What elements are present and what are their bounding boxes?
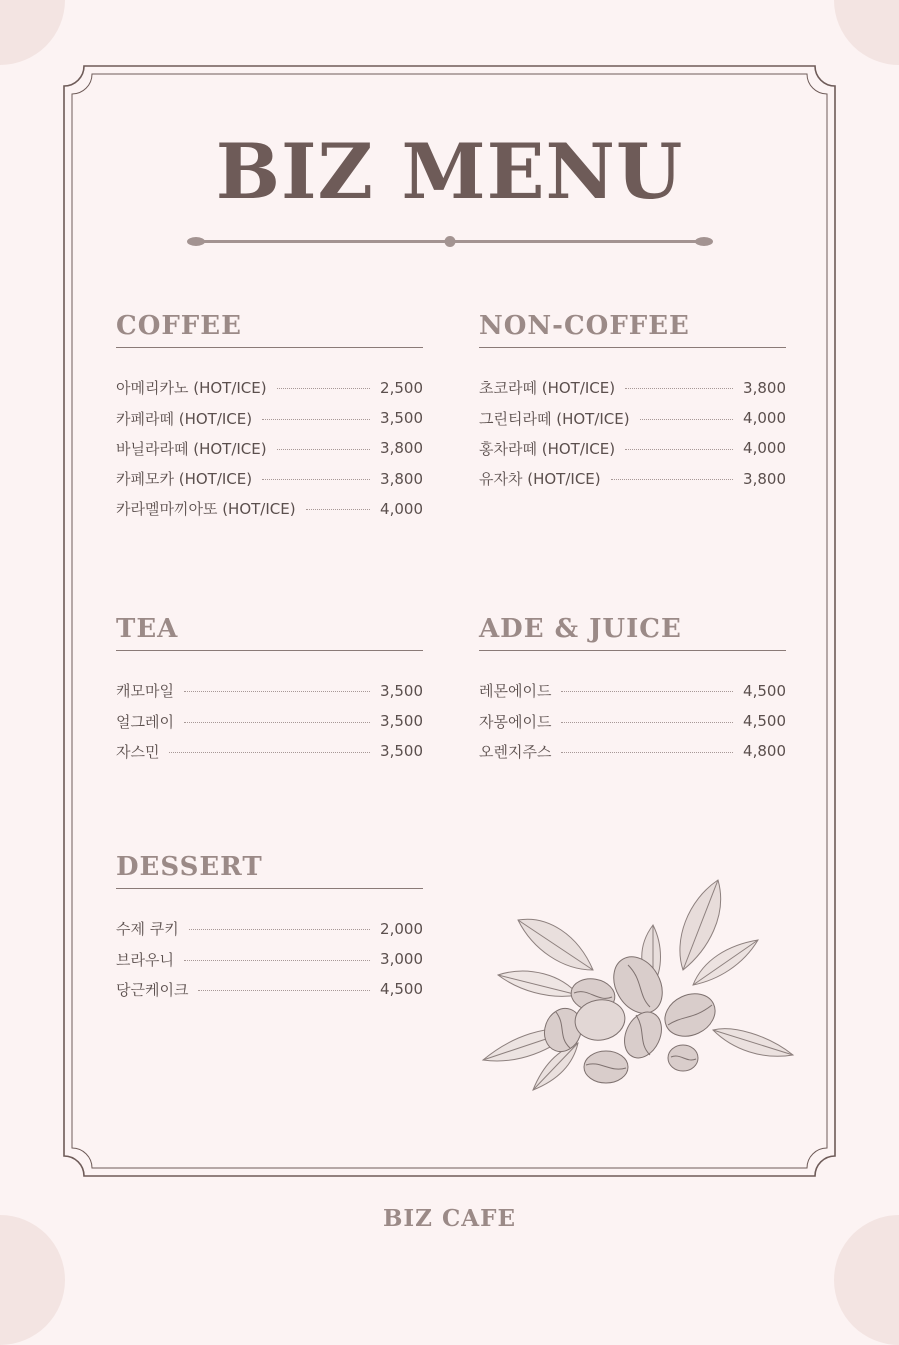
title-divider	[187, 236, 713, 247]
footer-brand: BIZ CAFE	[382, 1205, 516, 1232]
section-heading: TEA	[116, 615, 423, 651]
coffee-beans-leaves-icon	[478, 875, 798, 1095]
section-heading: DESSERT	[116, 853, 423, 889]
menu-item: 브라우니 3,000	[116, 950, 423, 969]
menu-item: 자몽에이드 4,500	[479, 712, 786, 731]
menu-item: 수제 쿠키 2,000	[116, 919, 423, 939]
menu-item: 얼그레이 3,500	[116, 712, 423, 731]
page-title: BIZ MENU	[215, 127, 684, 216]
menu-item: 초코라떼 (HOT/ICE) 3,800	[479, 378, 786, 398]
menu-item: 오렌지주스 4,800	[479, 742, 786, 761]
menu-item: 유자차 (HOT/ICE) 3,800	[479, 469, 786, 489]
menu-item: 카페라떼 (HOT/ICE) 3,500	[116, 409, 423, 428]
section-coffee	[116, 312, 423, 524]
menu-item: 카페모카 (HOT/ICE) 3,800	[116, 469, 423, 489]
menu-item: 카라멜마끼아또 (HOT/ICE) 4,000	[116, 499, 423, 519]
menu-item: 그린티라떼 (HOT/ICE) 4,000	[479, 409, 786, 428]
menu-item: 자스민 3,500	[116, 742, 423, 761]
section-noncoffee	[479, 312, 786, 494]
section-heading: COFFEE	[116, 312, 423, 348]
section-dessert	[116, 853, 423, 1004]
menu-item: 레몬에이드 4,500	[479, 681, 786, 701]
menu-item: 당근케이크 4,500	[116, 980, 423, 999]
menu-item: 홍차라떼 (HOT/ICE) 4,000	[479, 439, 786, 458]
menu-item: 아메리카노 (HOT/ICE) 2,500	[116, 378, 423, 398]
section-adejuice	[479, 615, 786, 766]
section-heading: NON-COFFEE	[479, 312, 786, 348]
menu-item: 바닐라라떼 (HOT/ICE) 3,800	[116, 439, 423, 458]
section-tea	[116, 615, 423, 766]
menu-item: 캐모마일 3,500	[116, 681, 423, 701]
section-heading: ADE & JUICE	[479, 615, 786, 651]
